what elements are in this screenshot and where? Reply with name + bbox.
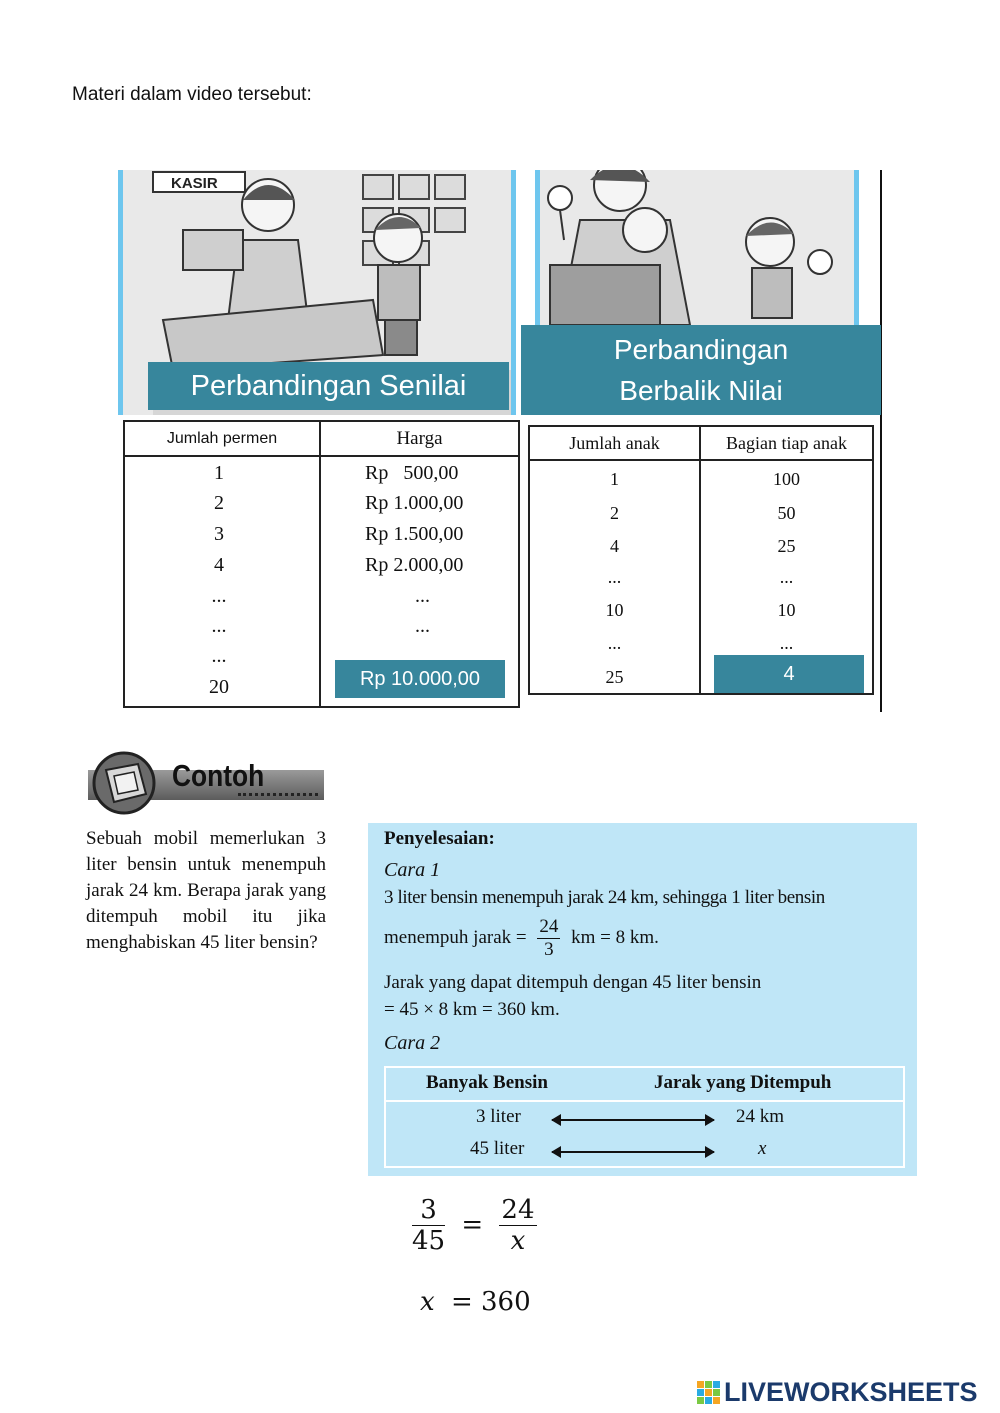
banner-line-2: Berbalik Nilai	[619, 375, 783, 406]
fraction-denominator: 45	[412, 1226, 446, 1256]
intro-text: Materi dalam video tersebut:	[72, 84, 312, 105]
table-cell: 25	[777, 536, 796, 556]
solution-line-1: 3 liter bensin menempuh jarak 24 km, sehingga 1 liter bensin	[384, 887, 825, 908]
solution-line-2-prefix: menempuh jarak =	[384, 926, 527, 948]
table-header: Jumlah permen	[166, 430, 278, 447]
table-cell: 10	[605, 600, 624, 620]
liveworksheets-logo-icon	[697, 1381, 721, 1405]
table-cell: ...	[211, 615, 227, 637]
fraction-denominator: 3	[544, 939, 554, 960]
table-cell: Rp 1.000,00	[365, 492, 464, 514]
table-cell: Rp 500,00	[365, 462, 459, 484]
banner-line-1: Perbandingan	[613, 334, 789, 365]
fraction-numerator: 24	[501, 1195, 535, 1225]
fraction-numerator: 24	[539, 916, 559, 937]
table-cell: 4	[610, 536, 619, 556]
table-cell: ...	[607, 567, 622, 587]
table-cell: 1	[214, 462, 224, 484]
table-cell: ...	[779, 633, 794, 653]
family-scene-icon	[540, 170, 854, 330]
table-cell: 2	[214, 492, 224, 514]
solution-heading: Penyelesaian:	[384, 828, 495, 849]
table-cell: 25	[605, 667, 624, 687]
double-arrow-icon	[552, 1119, 714, 1121]
table-cell: 1	[610, 469, 619, 489]
table-cell: 100	[773, 469, 800, 489]
table-cell: ...	[415, 615, 430, 637]
table-cell: ...	[211, 585, 227, 607]
table-cell: Rp 1.500,00	[365, 523, 464, 545]
table-cell: 4	[214, 554, 224, 576]
solution-line-2	[384, 916, 659, 961]
vertical-divider	[880, 170, 882, 712]
highlight-total-price: Rp 10.000,00	[335, 660, 505, 698]
table-cell: ...	[415, 585, 430, 607]
proportion-equation	[412, 1195, 537, 1256]
table-cell: ...	[779, 567, 794, 587]
solution-line-4: = 45 × 8 km = 360 km.	[384, 999, 560, 1020]
fraction-denominator: x	[510, 1226, 526, 1256]
solution-line-2-suffix: km = 8 km.	[571, 926, 659, 948]
table-cell: 50	[777, 503, 796, 523]
ratio-table	[384, 1066, 905, 1168]
table-cell: ...	[211, 645, 227, 667]
contoh-title: Contoh	[172, 758, 265, 793]
family-illustration	[535, 170, 859, 330]
cara-1-label: Cara 1	[384, 859, 441, 881]
table-cell: 3	[214, 523, 224, 545]
fraction-24-over-x	[499, 1195, 536, 1256]
table-header: Jarak yang Ditempuh	[654, 1072, 832, 1093]
equals-sign: =	[461, 1209, 484, 1240]
answer-equation	[420, 1287, 531, 1317]
highlight-share-per-child: 4	[714, 655, 864, 693]
contoh-emblem-icon	[86, 750, 166, 816]
answer-value: = 360	[450, 1287, 531, 1317]
problem-statement: Sebuah mobil memerlukan 3 liter bensin untuk menempuh jarak 24 km. Berapa jarak yang ditempuh mobil itu jika menghabiskan 45 liter bensin?	[86, 828, 326, 953]
banner-perbandingan-senilai: Perbandingan Senilai	[148, 362, 509, 410]
double-arrow-icon	[552, 1151, 714, 1153]
liveworksheets-brand: LIVEWORKSHEETS	[724, 1377, 978, 1407]
table-cell: 3 liter	[476, 1106, 521, 1127]
solution-line-3: Jarak yang dapat ditempuh dengan 45 liter bensin	[384, 972, 762, 993]
table-cell: x	[758, 1138, 767, 1159]
table-cell: 24 km	[736, 1106, 785, 1127]
table-cell: 20	[209, 676, 229, 698]
table-header: Jumlah anak	[569, 433, 660, 453]
fraction-24-over-3	[537, 916, 560, 961]
banner-perbandingan-berbalik-nilai	[521, 325, 881, 415]
kasir-sign: KASIR	[171, 175, 218, 192]
table-header: Banyak Bensin	[426, 1072, 548, 1093]
answer-variable: x	[420, 1287, 435, 1317]
table-header: Bagian tiap anak	[726, 433, 847, 453]
fraction-3-over-45	[412, 1195, 445, 1256]
table-cell: 45 liter	[470, 1138, 525, 1159]
table-cell: 2	[610, 503, 619, 523]
table-cell: 10	[777, 600, 796, 620]
table-header: Harga	[396, 428, 443, 449]
table-cell: ...	[607, 633, 622, 653]
fraction-numerator: 3	[412, 1195, 445, 1226]
table-cell: Rp 2.000,00	[365, 554, 464, 576]
cara-2-label: Cara 2	[384, 1032, 441, 1054]
